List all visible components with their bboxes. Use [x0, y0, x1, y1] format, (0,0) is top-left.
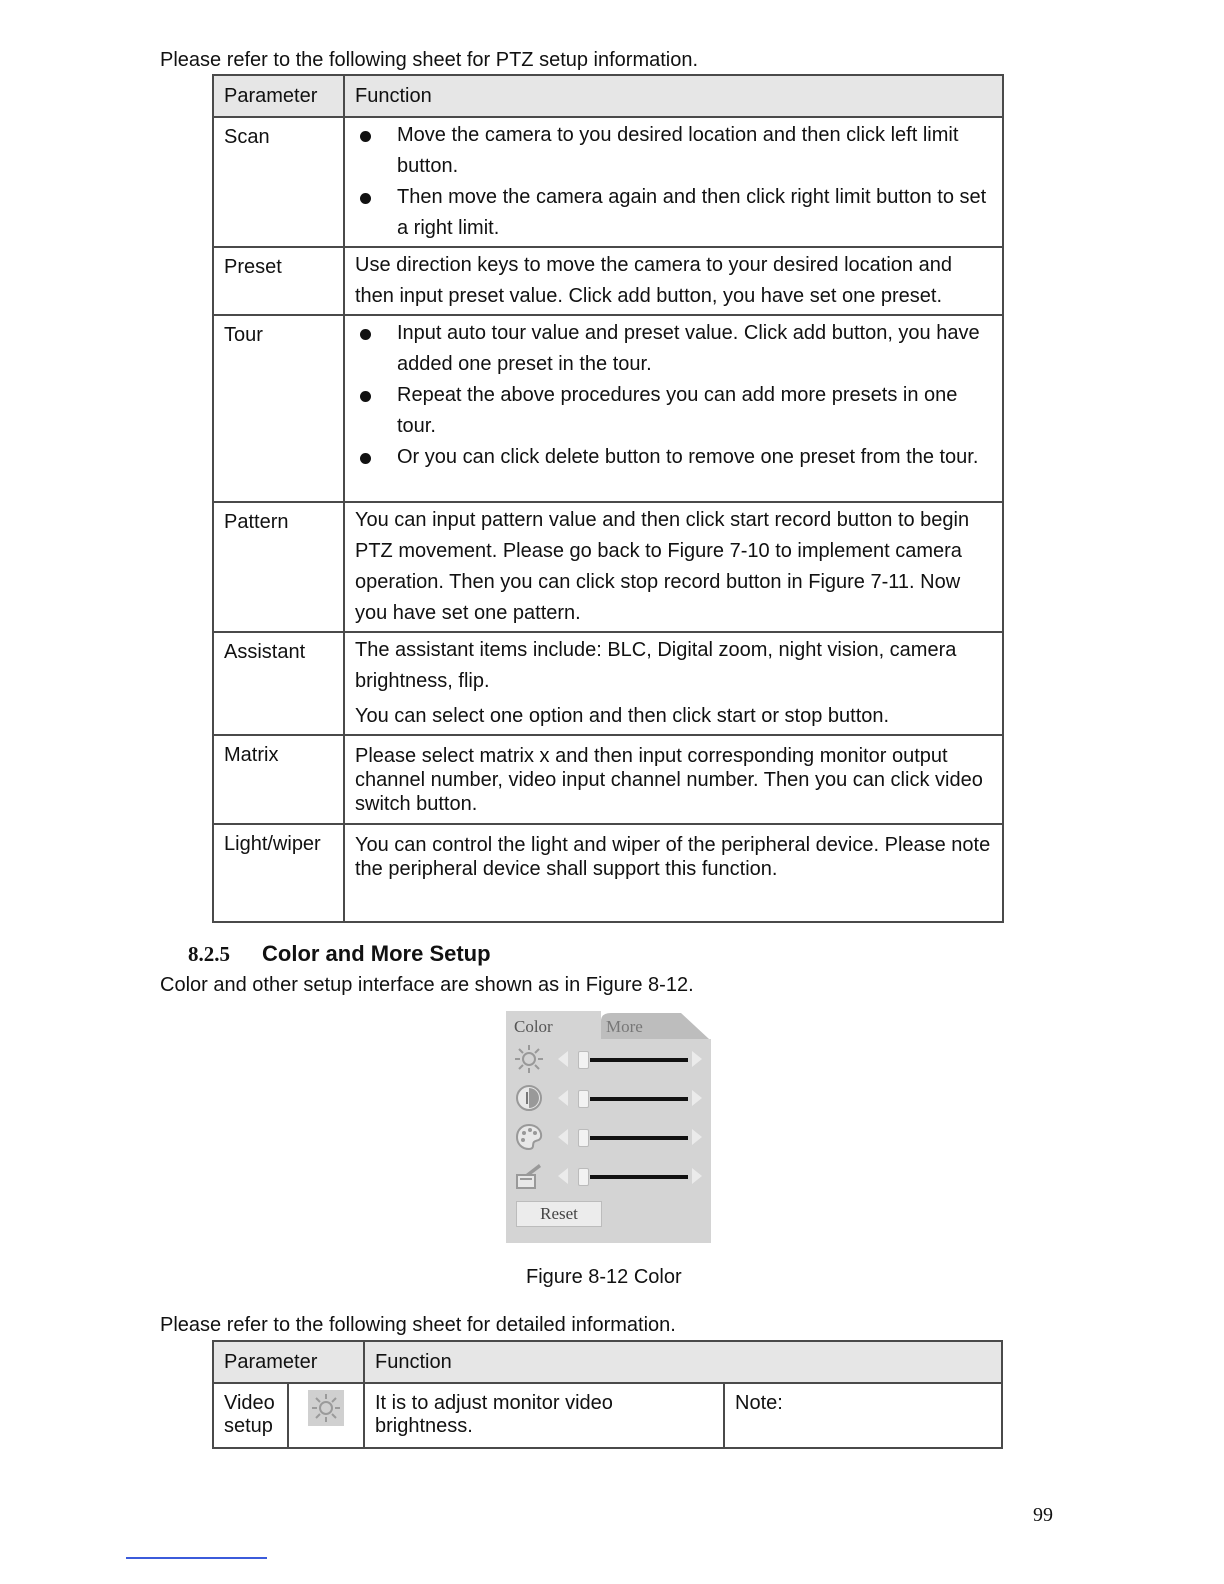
func-tour	[344, 315, 1003, 502]
hue-increase-arrow[interactable]	[692, 1168, 702, 1184]
table-row-light-wiper	[213, 824, 1003, 922]
tour-bullet-2: Repeat the above procedures you can add more presets in one tour.	[355, 380, 992, 442]
table-row-pattern	[213, 502, 1003, 632]
param-assistant: Assistant	[213, 632, 344, 735]
func-video-setup: It is to adjust monitor video brightness.	[364, 1383, 724, 1448]
ptz-table	[212, 74, 1004, 923]
tab-color[interactable]: Color	[506, 1011, 601, 1039]
tab-more[interactable]: More	[606, 1017, 643, 1036]
contrast-slider-track[interactable]	[590, 1097, 688, 1101]
table-row-video-setup	[213, 1383, 1002, 1448]
func-pattern: You can input pattern value and then click start record button to begin PTZ movement. Please go back to Figure 7-10 to implement camera operation. Then you can click stop record button in Figure 7-11. Now you have set one pattern.	[344, 502, 1003, 632]
param-video-setup: Video setup	[213, 1383, 288, 1448]
brightness-decrease-arrow[interactable]	[558, 1051, 568, 1067]
func-preset: Use direction keys to move the camera to your desired location and then input preset value. Click add button, you have set one preset.	[344, 247, 1003, 315]
section-intro: Color and other setup interface are shown as in Figure 8-12.	[160, 974, 694, 996]
param-preset: Preset	[213, 247, 344, 315]
brightness-slider-track[interactable]	[590, 1058, 688, 1062]
color-setup-panel	[506, 1011, 711, 1243]
video-setup-icon-cell	[288, 1383, 364, 1448]
hue-slider-track[interactable]	[590, 1175, 688, 1179]
figure-caption: Figure 8-12 Color	[526, 1266, 682, 1288]
ptz-intro-text: Please refer to the following sheet for PTZ setup information.	[160, 49, 699, 71]
param-tour: Tour	[213, 315, 344, 502]
table-row-assistant	[213, 632, 1003, 735]
brightness-icon	[514, 1044, 544, 1074]
reset-button[interactable]: Reset	[516, 1201, 602, 1227]
contrast-decrease-arrow[interactable]	[558, 1090, 568, 1106]
color-table	[212, 1340, 1003, 1449]
brightness-slider-row	[514, 1044, 704, 1074]
hue-icon	[514, 1161, 544, 1191]
table-row-tour	[213, 315, 1003, 502]
brightness-icon	[308, 1390, 344, 1426]
brightness-increase-arrow[interactable]	[692, 1051, 702, 1067]
detail-intro-text: Please refer to the following sheet for detailed information.	[160, 1314, 676, 1336]
contrast-increase-arrow[interactable]	[692, 1090, 702, 1106]
param-scan: Scan	[213, 117, 344, 247]
saturation-slider-thumb[interactable]	[578, 1129, 589, 1147]
color-table-header	[213, 1341, 1002, 1383]
func-scan	[344, 117, 1003, 247]
color-header-parameter: Parameter	[213, 1341, 364, 1383]
func-matrix: Please select matrix x and then input corresponding monitor output channel number, video input channel number. Then you can click video switch button.	[344, 735, 1003, 824]
section-heading	[188, 941, 491, 967]
footnote-separator	[126, 1557, 267, 1559]
brightness-slider-thumb[interactable]	[578, 1051, 589, 1069]
section-number: 8.2.5	[188, 942, 230, 966]
table-row-preset	[213, 247, 1003, 315]
table-row-matrix	[213, 735, 1003, 824]
tour-bullet-3: Or you can click delete button to remove one preset from the tour.	[355, 442, 992, 473]
ptz-table-header	[213, 75, 1003, 117]
header-function: Function	[344, 75, 1003, 117]
param-light-wiper: Light/wiper	[213, 824, 344, 922]
header-parameter: Parameter	[213, 75, 344, 117]
func-light-wiper: You can control the light and wiper of the peripheral device. Please note the peripheral device shall support this function.	[344, 824, 1003, 922]
saturation-increase-arrow[interactable]	[692, 1129, 702, 1145]
assistant-text-1: The assistant items include: BLC, Digital zoom, night vision, camera brightness, flip.	[355, 639, 957, 692]
table-row-scan	[213, 117, 1003, 247]
hue-slider-row	[514, 1161, 704, 1191]
page-number: 99	[1033, 1504, 1053, 1526]
contrast-icon	[514, 1083, 544, 1113]
hue-decrease-arrow[interactable]	[558, 1168, 568, 1184]
tour-bullet-1: Input auto tour value and preset value. Click add button, you have added one preset in the tour.	[355, 318, 992, 380]
hue-slider-thumb[interactable]	[578, 1168, 589, 1186]
section-title: Color and More Setup	[262, 941, 491, 966]
scan-bullet-2: Then move the camera again and then click right limit button to set a right limit.	[355, 182, 992, 244]
saturation-decrease-arrow[interactable]	[558, 1129, 568, 1145]
color-header-function: Function	[364, 1341, 1002, 1383]
saturation-slider-row	[514, 1122, 704, 1152]
scan-bullet-1: Move the camera to you desired location and then click left limit button.	[355, 120, 992, 182]
contrast-slider-thumb[interactable]	[578, 1090, 589, 1108]
func-assistant	[344, 632, 1003, 735]
contrast-slider-row	[514, 1083, 704, 1113]
note-video-setup: Note:	[724, 1383, 1002, 1448]
assistant-text-2: You can select one option and then click start or stop button.	[355, 705, 890, 727]
saturation-icon	[514, 1122, 544, 1152]
param-matrix: Matrix	[213, 735, 344, 824]
param-pattern: Pattern	[213, 502, 344, 632]
saturation-slider-track[interactable]	[590, 1136, 688, 1140]
